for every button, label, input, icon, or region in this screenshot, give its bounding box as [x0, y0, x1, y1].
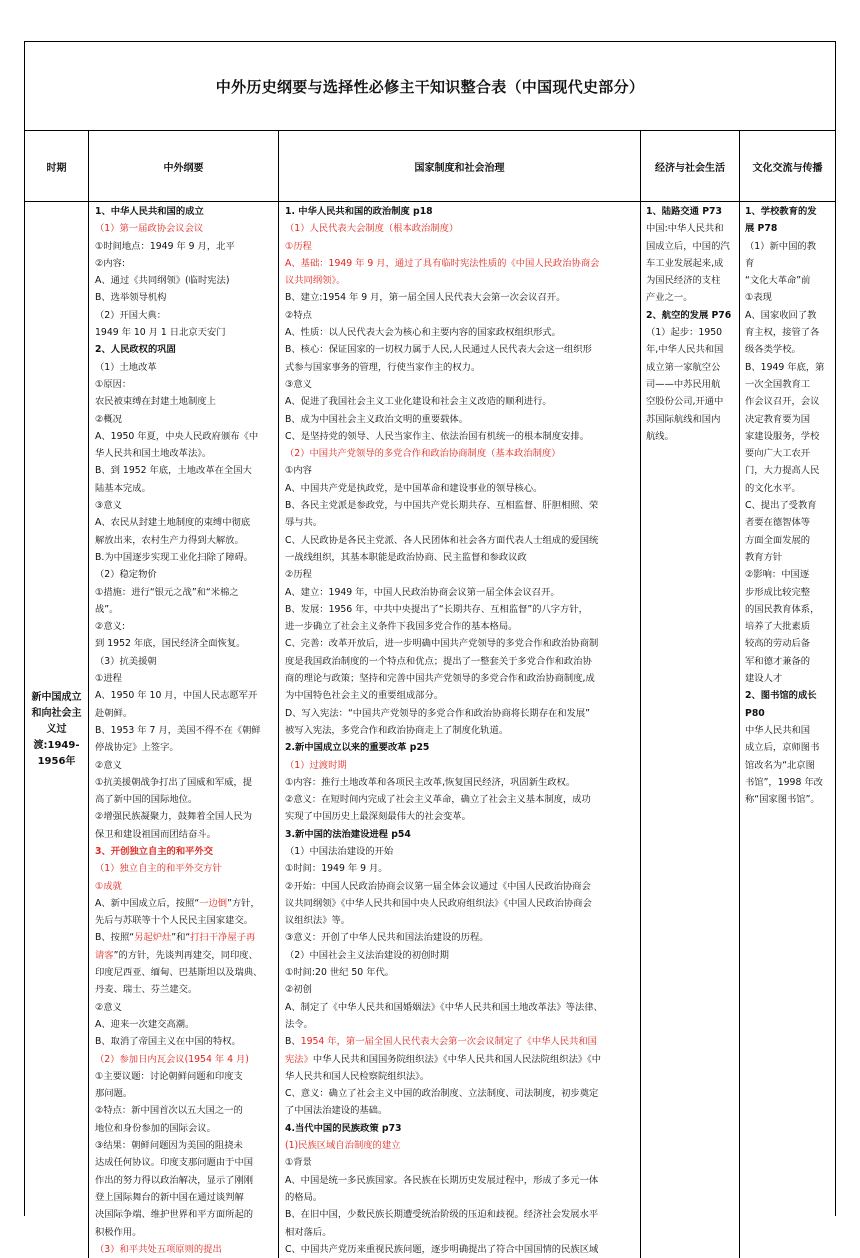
- text-line: 4.当代中国的民族政策 p73: [285, 1122, 402, 1134]
- text-line: ①原因：: [95, 378, 132, 390]
- text-line: 相对落后。: [285, 1226, 332, 1238]
- text-line: 育主权，接管了各: [745, 327, 820, 339]
- text-line: （2）中国共产党领导的多党合作和政治协商制度（基本政治制度）: [285, 448, 561, 460]
- text-line: ③意义: [285, 378, 312, 390]
- text-line: B、按照“另起炉灶”和“打扫干净屋子再: [95, 932, 256, 944]
- text-line: 的国民教育体系，: [745, 603, 820, 615]
- text-line: A、制定了《中华人民共和国婚姻法》《中华人民共和国土地改革法》等法律、: [285, 1001, 603, 1013]
- text-line: ①抗美援朝战争打出了国威和军威，提: [95, 776, 253, 788]
- text-line: 法令。: [285, 1018, 313, 1030]
- text-line: A、促进了我国社会主义工业化建设和社会主义改造的顺利进行。: [285, 396, 552, 408]
- text-line: A、性质：以人民代表大会为核心和主要内容的国家政权组织形式。: [285, 327, 561, 339]
- text-line: 战”。: [95, 603, 119, 615]
- text-line: A、基础：1949 年 9 月，通过了具有临时宪法性质的《中国人民政治协商会: [285, 257, 600, 269]
- period-cell: [25, 202, 89, 1258]
- text-line: 1、陆路交通 P73: [646, 206, 722, 217]
- text-line: （1）起步：1950: [646, 327, 723, 339]
- text-line: 的文化水平。: [745, 482, 801, 494]
- text-line: 门，大力提高人民: [745, 465, 820, 477]
- text-line: 1. 中华人民共和国的政治制度 p18: [285, 206, 433, 217]
- text-line: ③结果：朝鲜问题因为美国的阻挠未: [95, 1140, 243, 1152]
- text-line: 育: [745, 257, 755, 269]
- text-line: 实现了中国历史上最深刻最伟大的社会变革。: [285, 811, 471, 823]
- header-row: [25, 131, 835, 202]
- text-line: B、发展：1956 年，中共中央提出了“长期共存、互相监督”的八字方针，: [285, 603, 588, 615]
- text-line: 中华人民共和国: [745, 724, 811, 736]
- text-line: ②意义: [95, 1001, 122, 1013]
- knowledge-table: [24, 41, 836, 1255]
- text-line: 华人民共和国土地改革法》。: [95, 448, 212, 460]
- gangyao-lines: [89, 202, 278, 1258]
- text-line: ②历程: [285, 569, 312, 581]
- text-line: ②概况: [95, 413, 122, 425]
- text-line: 被写入宪法，多党合作和政治协商走上了制度化轨道。: [285, 724, 509, 736]
- text-line: 丹麦、瑞士、芬兰建交。: [95, 984, 198, 996]
- text-line: 方面全面发展的: [745, 534, 811, 546]
- text-line: 式参与国家事务的管理，行使当家作主的权力。: [285, 361, 481, 373]
- text-line: 馆改名为“北京图: [745, 759, 815, 771]
- text-line: C、提出了受教育: [745, 500, 817, 512]
- text-line: 建设人才: [745, 673, 783, 685]
- header-jingji: 经济与社会生活: [641, 131, 740, 201]
- text-line: 者要在德智体等: [745, 517, 811, 529]
- text-line: ①主要议题：讨论朝鲜问题和印度支: [95, 1070, 243, 1082]
- text-line: ②内容:: [95, 257, 126, 269]
- text-line: 2、人民政权的巩固: [95, 344, 176, 356]
- jingji-cell: [641, 202, 740, 1258]
- text-line: 了中国法治建设的基础。: [285, 1105, 388, 1117]
- text-line: 为中国特色社会主义的重要组成部分。: [285, 690, 444, 702]
- text-line: 为国民经济的支柱: [646, 275, 721, 287]
- text-line: 1949 年 10 月 1 日北京天安门: [95, 327, 226, 339]
- header-period: 时期: [25, 131, 89, 201]
- text-line: （1）土地改革: [95, 361, 157, 373]
- text-line: 2、航空的发展 P76: [646, 309, 732, 321]
- header-gangyao: 中外纲要: [89, 131, 279, 201]
- text-line: ②意义: [95, 759, 122, 771]
- text-line: C、完善：改革开放后，进一步明确中国共产党领导的多党合作和政治协商制: [285, 638, 599, 650]
- text-line: A、1950 年夏，中央人民政府颁布《中: [95, 430, 259, 442]
- text-line: ②特点: [285, 309, 312, 321]
- text-line: （1）中国法治建设的开始: [285, 845, 394, 857]
- text-line: 议组织法》等。: [285, 915, 351, 927]
- text-line: 教育方针: [745, 551, 783, 563]
- text-line: 辱与共。: [285, 517, 323, 529]
- text-line: 积极作用。: [95, 1226, 142, 1238]
- title-row: [25, 42, 835, 131]
- text-line: D、写入宪法：“中国共产党领导的多党合作和政治协商将长期存在和发展”: [285, 707, 590, 719]
- text-line: 1、学校教育的发: [745, 206, 817, 217]
- text-line: 进一步确立了社会主义条件下我国多党合作的基本格局。: [285, 621, 518, 633]
- text-line: 一次全国教育工: [745, 378, 811, 390]
- text-line: ①表现: [745, 292, 772, 304]
- text-line: 书馆”，1998 年改: [745, 776, 823, 788]
- text-line: ②特点：新中国首次以五大国之一的: [95, 1105, 243, 1117]
- text-line: 要向广大工农开: [745, 448, 811, 460]
- text-line: “文化大革命”前: [745, 275, 811, 287]
- text-line: ①历程: [285, 240, 312, 252]
- text-line: 作出的努力得以政治解决，显示了刚刚: [95, 1174, 254, 1186]
- text-line: ①内容：推行土地改革和各项民主改革,恢复国民经济，巩固新生政权。: [285, 776, 576, 788]
- text-line: 度是我国政治制度的一个特点和优点；提出了一整套关于多党合作和政治协: [285, 655, 592, 667]
- text-line: ①时间地点：1949 年 9 月，北平: [95, 240, 235, 252]
- text-line: （1）第一届政协会议会议: [95, 223, 204, 235]
- text-line: 议共同纲领》《中华人民共和国中央人民政府组织法》《中国人民政治协商会: [285, 897, 592, 909]
- text-line: A、农民从封建土地制度的束缚中彻底: [95, 517, 251, 529]
- text-line: 3、开创独立自主的和平外交: [95, 845, 214, 857]
- text-line: 宪法》中华人民共和国国务院组织法》《中华人民共和国人民法院组织法》《中: [285, 1053, 602, 1065]
- text-line: B、核心：保证国家的一切权力属于人民,人民通过人民代表大会这一组织形: [285, 344, 592, 356]
- text-line: 农民被束缚在封建土地制度上: [95, 396, 216, 408]
- text-line: 苏国际航线和国内: [646, 413, 721, 425]
- period-label: 新中国成立和向社会主义过渡:1949-1956年: [31, 692, 82, 768]
- text-line: （2）中国社会主义法治建设的初创时期: [285, 949, 449, 961]
- zhidu-lines: [279, 202, 640, 1258]
- text-line: 一战线组织，其基本职能是政治协商、民主监督和参政议政: [285, 551, 527, 563]
- text-line: 先后与苏联等十个人民民主国家建交。: [95, 915, 254, 927]
- text-line: C、中国共产党历来重视民族问题，逐步明确提出了符合中国国情的民族区域: [285, 1243, 599, 1255]
- text-line: 那问题。: [95, 1088, 133, 1100]
- text-line: A、建立：1949 年，中国人民政治协商会议第一届全体会议召开。: [285, 586, 560, 598]
- text-line: P80: [745, 707, 765, 719]
- header-wenhua: 文化交流与传播: [752, 162, 823, 174]
- text-line: 商的理论与政策；坚持和完善中国共产党领导的多党合作和政治协商制度,成: [285, 673, 595, 685]
- text-line: ①进程: [95, 673, 122, 685]
- text-line: 达成任何协议。印度支那问题由于中国: [95, 1157, 254, 1169]
- text-line: 高了新中国的国际地位。: [95, 794, 198, 806]
- text-line: 称“国家图书馆”。: [745, 794, 820, 806]
- text-line: B、选举领导机构: [95, 292, 167, 304]
- text-line: 登上国际舞台的新中国在通过谈判解: [95, 1191, 244, 1203]
- text-line: B、到 1952 年底，土地改革在全国大: [95, 465, 252, 477]
- text-line: 较高的劳动后备: [745, 638, 811, 650]
- text-line: 军和德才兼备的: [745, 655, 811, 667]
- text-line: 产业之一。: [646, 292, 693, 304]
- text-line: ②初创: [285, 984, 312, 996]
- text-line: ③意义：开创了中华人民共和国法治建设的历程。: [285, 932, 489, 944]
- text-line: ①措施：进行“银元之战”和“米棉之: [95, 586, 239, 598]
- wenhua-cell: [740, 202, 835, 1258]
- text-line: （1）独立自主的和平外交方针: [95, 863, 222, 875]
- body-row: [25, 202, 835, 1255]
- text-line: B、1953 年 7 月，美国不得不在《朝鲜: [95, 724, 261, 736]
- text-line: ①时间:20 世纪 50 年代。: [285, 967, 395, 979]
- gangyao-cell: [89, 202, 279, 1258]
- text-line: 解放出来，农村生产力得到大解放。: [95, 534, 244, 546]
- text-line: 家建设服务，学校: [745, 430, 820, 442]
- text-line: 作会议召开，会议: [745, 396, 820, 408]
- text-line: 成立第一家航空公: [646, 361, 721, 373]
- text-line: ①内容: [285, 465, 312, 477]
- text-line: （2）开国大典：: [95, 309, 166, 321]
- text-line: 地位和身份参加的国际会议。: [95, 1122, 216, 1134]
- text-line: 停战协定》上签字。: [95, 742, 179, 754]
- text-line: 到 1952 年底，国民经济全面恢复。: [95, 638, 246, 650]
- text-line: B、1954 年，第一届全国人民代表大会第一次会议制定了《中华人民共和国: [285, 1036, 597, 1048]
- wenhua-lines: [740, 202, 835, 808]
- text-line: ②意义:: [95, 621, 126, 633]
- text-line: 年,中华人民共和国: [646, 344, 724, 356]
- text-line: ②增强民族凝聚力，鼓舞着全国人民为: [95, 811, 253, 823]
- text-line: 成立后，京师图书: [745, 742, 820, 754]
- text-line: （2）参加日内瓦会议(1954 年 4 月): [95, 1053, 249, 1065]
- text-line: A、迎来一次建交高潮。: [95, 1018, 195, 1030]
- text-line: B、各民主党派是参政党，与中国共产党长期共存、互相监督、肝胆相照、荣: [285, 500, 599, 512]
- text-line: 2、图书馆的成长: [745, 690, 817, 702]
- text-line: 议共同纲领》。: [285, 275, 346, 287]
- text-line: ①背景: [285, 1157, 312, 1169]
- text-line: B、成为中国社会主义政治文明的重要载体。: [285, 413, 469, 425]
- text-line: ②意义：在短时间内完成了社会主义革命，确立了社会主义基本制度，成功: [285, 794, 591, 806]
- text-line: 步形成比较完整: [745, 586, 811, 598]
- text-line: ①时间：1949 年 9 月。: [285, 863, 388, 875]
- page-title: 中外历史纲要与选择性必修主干知识整合表（中国现代史部分）: [215, 77, 645, 96]
- header-zhidu: 国家制度和社会治理: [279, 131, 641, 201]
- text-line: B、1949 年底，第: [745, 361, 825, 373]
- text-line: 中国:中华人民共和: [646, 223, 724, 235]
- text-line: A、新中国成立后，按照“一边倒”方针，: [95, 897, 260, 909]
- text-line: C、人民政协是各民主党派、各人民团体和社会各方面代表人士组成的爱国统: [285, 534, 599, 546]
- text-line: 2.新中国成立以来的重要改革 p25: [285, 742, 430, 754]
- text-line: （3）和平共处五项原则的提出: [95, 1243, 222, 1255]
- text-line: C、意义：确立了社会主义中国的政治制度、立法制度、司法制度，初步奠定: [285, 1088, 599, 1100]
- text-line: A、中国共产党是执政党，是中国革命和建设事业的领导核心。: [285, 482, 543, 494]
- text-line: 国成立后，中国的汽: [646, 240, 730, 252]
- text-line: 赴朝鲜。: [95, 707, 133, 719]
- text-line: 司——中苏民用航: [646, 378, 721, 390]
- text-line: 3.新中国的法治建设进程 p54: [285, 828, 411, 840]
- text-line: （2）稳定物价: [95, 569, 157, 581]
- text-line: A、中国是统一多民族国家。各民族在长期历史发展过程中，形成了多元一体: [285, 1174, 599, 1186]
- text-line: ②开始：中国人民政治协商会议第一届全体会议通过《中国人民政治协商会: [285, 880, 591, 892]
- text-line: A、国家收回了教: [745, 309, 817, 321]
- text-line: 车工业发展起来,成: [646, 257, 724, 269]
- text-line: B、在旧中国，少数民族长期遭受统治阶级的压迫和歧视。经济社会发展水平: [285, 1209, 599, 1221]
- text-line: 航线。: [646, 430, 674, 442]
- text-line: 华人民共和国人民检察院组织法》。: [285, 1070, 430, 1082]
- text-line: 展 P78: [745, 223, 778, 235]
- text-line: 保卫和建设祖国而团结奋斗。: [95, 828, 216, 840]
- text-line: B.为中国逐步实现工业化扫除了障碍。: [95, 551, 254, 563]
- text-line: 的格局。: [285, 1191, 323, 1203]
- text-line: 决定教育要为国: [745, 413, 811, 425]
- text-line: A、通过《共同纲领》(临时宪法): [95, 275, 230, 287]
- text-line: （1）人民代表大会制度（根本政治制度）: [285, 223, 459, 235]
- text-line: （1）新中国的教: [745, 240, 816, 252]
- text-line: B、取消了帝国主义在中国的特权。: [95, 1036, 241, 1048]
- text-line: （3）抗美援朝: [95, 655, 157, 667]
- zhidu-cell: [279, 202, 641, 1258]
- text-line: 空股份公司,开通中: [646, 396, 724, 408]
- text-line: 决国际争端、维护世界和平方面所起的: [95, 1209, 254, 1221]
- text-line: 1、中华人民共和国的成立: [95, 206, 204, 217]
- text-line: 请客”的方针，先谈判再建交，同印度、: [95, 949, 258, 961]
- text-line: 陆基本完成。: [95, 482, 151, 494]
- text-line: C、是坚持党的领导、人民当家作主、依法治国有机统一的根本制度安排。: [285, 430, 589, 442]
- text-line: A、1950 年 10 月，中国人民志愿军开: [95, 690, 258, 702]
- text-line: ②影响：中国逐: [745, 569, 810, 581]
- text-line: 培养了大批素质: [745, 621, 811, 633]
- text-line: ①成就: [95, 880, 122, 892]
- text-line: 印度尼西亚、缅甸、巴基斯坦以及瑞典、: [95, 967, 263, 979]
- text-line: （1）过渡时期: [285, 759, 347, 771]
- text-line: (1)民族区域自治制度的建立: [285, 1140, 401, 1152]
- text-line: ③意义: [95, 500, 122, 512]
- text-line: 级各类学校。: [745, 344, 801, 356]
- jingji-lines: [641, 202, 739, 445]
- text-line: B、建立:1954 年 9 月，第一届全国人民代表大会第一次会议召开。: [285, 292, 566, 304]
